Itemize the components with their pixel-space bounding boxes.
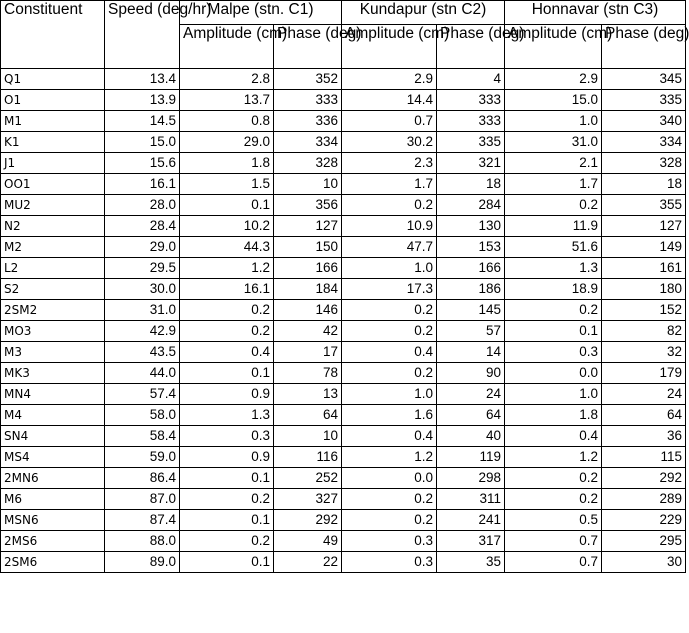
constituent-cell: S2 xyxy=(1,279,105,300)
table-row xyxy=(1,195,686,216)
table-row xyxy=(1,237,686,258)
constituent-cell: MU2 xyxy=(1,195,105,216)
malpe-phase-cell: 22 xyxy=(274,552,342,573)
kundapur-amplitude-cell: 0.3 xyxy=(342,552,437,573)
kundapur-phase-cell: 90 xyxy=(437,363,505,384)
table-row xyxy=(1,447,686,468)
kundapur-amplitude-cell: 0.0 xyxy=(342,468,437,489)
speed-cell: 43.5 xyxy=(105,342,180,363)
constituent-cell: 2MN6 xyxy=(1,468,105,489)
table-body xyxy=(1,69,686,573)
malpe-amplitude-cell: 0.8 xyxy=(180,111,274,132)
malpe-phase-cell: 42 xyxy=(274,321,342,342)
kundapur-phase-cell: 14 xyxy=(437,342,505,363)
speed-cell: 88.0 xyxy=(105,531,180,552)
malpe-phase-cell: 78 xyxy=(274,363,342,384)
table-row xyxy=(1,216,686,237)
header-speed: Speed (deg/hr) xyxy=(105,1,180,69)
kundapur-phase-cell: 311 xyxy=(437,489,505,510)
kundapur-phase-cell: 335 xyxy=(437,132,505,153)
header-station-kundapur: Kundapur (stn C2) xyxy=(342,1,505,25)
kundapur-phase-cell: 18 xyxy=(437,174,505,195)
malpe-amplitude-cell: 29.0 xyxy=(180,132,274,153)
malpe-phase-cell: 184 xyxy=(274,279,342,300)
header-amplitude: Amplitude (cm) xyxy=(505,25,602,69)
speed-cell: 31.0 xyxy=(105,300,180,321)
speed-cell: 30.0 xyxy=(105,279,180,300)
kundapur-phase-cell: 298 xyxy=(437,468,505,489)
malpe-amplitude-cell: 16.1 xyxy=(180,279,274,300)
honnavar-amplitude-cell: 18.9 xyxy=(505,279,602,300)
constituent-cell: 2SM6 xyxy=(1,552,105,573)
honnavar-phase-cell: 340 xyxy=(602,111,686,132)
honnavar-amplitude-cell: 2.1 xyxy=(505,153,602,174)
table-row xyxy=(1,111,686,132)
speed-cell: 58.0 xyxy=(105,405,180,426)
kundapur-amplitude-cell: 47.7 xyxy=(342,237,437,258)
table-row xyxy=(1,342,686,363)
malpe-phase-cell: 10 xyxy=(274,174,342,195)
kundapur-amplitude-cell: 0.2 xyxy=(342,195,437,216)
honnavar-amplitude-cell: 0.4 xyxy=(505,426,602,447)
speed-cell: 28.4 xyxy=(105,216,180,237)
table-header xyxy=(1,1,689,69)
malpe-amplitude-cell: 0.9 xyxy=(180,384,274,405)
malpe-amplitude-cell: 0.1 xyxy=(180,363,274,384)
honnavar-amplitude-cell: 15.0 xyxy=(505,90,602,111)
malpe-amplitude-cell: 1.3 xyxy=(180,405,274,426)
kundapur-phase-cell: 130 xyxy=(437,216,505,237)
speed-cell: 15.6 xyxy=(105,153,180,174)
kundapur-amplitude-cell: 14.4 xyxy=(342,90,437,111)
kundapur-amplitude-cell: 0.2 xyxy=(342,489,437,510)
honnavar-amplitude-cell: 1.7 xyxy=(505,174,602,195)
malpe-amplitude-cell: 0.2 xyxy=(180,321,274,342)
malpe-amplitude-cell: 2.8 xyxy=(180,69,274,90)
kundapur-phase-cell: 333 xyxy=(437,90,505,111)
kundapur-amplitude-cell: 0.2 xyxy=(342,510,437,531)
kundapur-phase-cell: 57 xyxy=(437,321,505,342)
honnavar-phase-cell: 149 xyxy=(602,237,686,258)
honnavar-phase-cell: 30 xyxy=(602,552,686,573)
malpe-phase-cell: 64 xyxy=(274,405,342,426)
honnavar-phase-cell: 127 xyxy=(602,216,686,237)
table-row xyxy=(1,153,686,174)
constituent-cell: MK3 xyxy=(1,363,105,384)
constituent-cell: J1 xyxy=(1,153,105,174)
honnavar-phase-cell: 292 xyxy=(602,468,686,489)
malpe-amplitude-cell: 0.1 xyxy=(180,195,274,216)
malpe-phase-cell: 334 xyxy=(274,132,342,153)
table-row xyxy=(1,468,686,489)
malpe-amplitude-cell: 0.1 xyxy=(180,552,274,573)
malpe-amplitude-cell: 1.8 xyxy=(180,153,274,174)
malpe-amplitude-cell: 1.5 xyxy=(180,174,274,195)
kundapur-amplitude-cell: 2.3 xyxy=(342,153,437,174)
constituent-cell: M4 xyxy=(1,405,105,426)
kundapur-amplitude-cell: 0.3 xyxy=(342,531,437,552)
malpe-amplitude-cell: 13.7 xyxy=(180,90,274,111)
honnavar-phase-cell: 161 xyxy=(602,258,686,279)
malpe-phase-cell: 10 xyxy=(274,426,342,447)
header-station-honnavar: Honnavar (stn C3) xyxy=(505,1,686,25)
header-phase: Phase (deg) xyxy=(274,25,342,69)
honnavar-phase-cell: 180 xyxy=(602,279,686,300)
speed-cell: 29.5 xyxy=(105,258,180,279)
kundapur-phase-cell: 35 xyxy=(437,552,505,573)
header-row-stations xyxy=(1,1,686,25)
kundapur-amplitude-cell: 10.9 xyxy=(342,216,437,237)
honnavar-amplitude-cell: 0.7 xyxy=(505,531,602,552)
malpe-phase-cell: 150 xyxy=(274,237,342,258)
constituent-cell: M6 xyxy=(1,489,105,510)
kundapur-phase-cell: 186 xyxy=(437,279,505,300)
honnavar-phase-cell: 115 xyxy=(602,447,686,468)
honnavar-amplitude-cell: 31.0 xyxy=(505,132,602,153)
kundapur-amplitude-cell: 0.7 xyxy=(342,111,437,132)
table-row xyxy=(1,405,686,426)
constituent-cell: MO3 xyxy=(1,321,105,342)
speed-cell: 89.0 xyxy=(105,552,180,573)
header-phase: Phase (deg) xyxy=(437,25,505,69)
honnavar-amplitude-cell: 0.5 xyxy=(505,510,602,531)
malpe-amplitude-cell: 44.3 xyxy=(180,237,274,258)
honnavar-phase-cell: 64 xyxy=(602,405,686,426)
kundapur-phase-cell: 153 xyxy=(437,237,505,258)
malpe-phase-cell: 166 xyxy=(274,258,342,279)
table-row xyxy=(1,426,686,447)
constituent-cell: L2 xyxy=(1,258,105,279)
kundapur-amplitude-cell: 2.9 xyxy=(342,69,437,90)
malpe-phase-cell: 352 xyxy=(274,69,342,90)
table-row xyxy=(1,132,686,153)
kundapur-amplitude-cell: 1.7 xyxy=(342,174,437,195)
speed-cell: 44.0 xyxy=(105,363,180,384)
malpe-phase-cell: 116 xyxy=(274,447,342,468)
honnavar-amplitude-cell: 1.0 xyxy=(505,111,602,132)
honnavar-amplitude-cell: 0.2 xyxy=(505,300,602,321)
honnavar-phase-cell: 334 xyxy=(602,132,686,153)
malpe-phase-cell: 292 xyxy=(274,510,342,531)
table-row xyxy=(1,321,686,342)
malpe-phase-cell: 252 xyxy=(274,468,342,489)
speed-cell: 15.0 xyxy=(105,132,180,153)
malpe-phase-cell: 328 xyxy=(274,153,342,174)
malpe-phase-cell: 333 xyxy=(274,90,342,111)
malpe-phase-cell: 127 xyxy=(274,216,342,237)
kundapur-amplitude-cell: 1.6 xyxy=(342,405,437,426)
honnavar-phase-cell: 345 xyxy=(602,69,686,90)
kundapur-phase-cell: 145 xyxy=(437,300,505,321)
constituent-cell: M3 xyxy=(1,342,105,363)
honnavar-amplitude-cell: 1.0 xyxy=(505,384,602,405)
table-row xyxy=(1,90,686,111)
constituent-cell: SN4 xyxy=(1,426,105,447)
constituent-cell: M2 xyxy=(1,237,105,258)
table-row xyxy=(1,174,686,195)
kundapur-phase-cell: 119 xyxy=(437,447,505,468)
speed-cell: 16.1 xyxy=(105,174,180,195)
malpe-amplitude-cell: 1.2 xyxy=(180,258,274,279)
speed-cell: 87.0 xyxy=(105,489,180,510)
constituent-cell: MN4 xyxy=(1,384,105,405)
table-row xyxy=(1,384,686,405)
kundapur-amplitude-cell: 1.0 xyxy=(342,258,437,279)
malpe-phase-cell: 17 xyxy=(274,342,342,363)
honnavar-phase-cell: 328 xyxy=(602,153,686,174)
kundapur-phase-cell: 40 xyxy=(437,426,505,447)
malpe-phase-cell: 49 xyxy=(274,531,342,552)
speed-cell: 42.9 xyxy=(105,321,180,342)
malpe-amplitude-cell: 0.3 xyxy=(180,426,274,447)
honnavar-phase-cell: 18 xyxy=(602,174,686,195)
speed-cell: 58.4 xyxy=(105,426,180,447)
constituent-cell: OO1 xyxy=(1,174,105,195)
kundapur-amplitude-cell: 0.2 xyxy=(342,300,437,321)
honnavar-phase-cell: 179 xyxy=(602,363,686,384)
malpe-phase-cell: 146 xyxy=(274,300,342,321)
kundapur-amplitude-cell: 1.0 xyxy=(342,384,437,405)
speed-cell: 29.0 xyxy=(105,237,180,258)
header-constituent: Constituent xyxy=(1,1,105,69)
speed-cell: 28.0 xyxy=(105,195,180,216)
malpe-amplitude-cell: 0.9 xyxy=(180,447,274,468)
kundapur-amplitude-cell: 1.2 xyxy=(342,447,437,468)
honnavar-phase-cell: 355 xyxy=(602,195,686,216)
constituent-cell: MSN6 xyxy=(1,510,105,531)
constituent-cell: M1 xyxy=(1,111,105,132)
honnavar-amplitude-cell: 0.7 xyxy=(505,552,602,573)
honnavar-amplitude-cell: 0.2 xyxy=(505,489,602,510)
table-row xyxy=(1,363,686,384)
table-row xyxy=(1,258,686,279)
header-amplitude: Amplitude (cm) xyxy=(180,25,274,69)
honnavar-phase-cell: 82 xyxy=(602,321,686,342)
honnavar-amplitude-cell: 0.1 xyxy=(505,321,602,342)
malpe-phase-cell: 13 xyxy=(274,384,342,405)
honnavar-amplitude-cell: 0.2 xyxy=(505,468,602,489)
table-row xyxy=(1,552,686,573)
speed-cell: 59.0 xyxy=(105,447,180,468)
malpe-amplitude-cell: 0.2 xyxy=(180,531,274,552)
malpe-amplitude-cell: 0.2 xyxy=(180,489,274,510)
speed-cell: 87.4 xyxy=(105,510,180,531)
table-row xyxy=(1,69,686,90)
honnavar-amplitude-cell: 1.3 xyxy=(505,258,602,279)
honnavar-phase-cell: 24 xyxy=(602,384,686,405)
malpe-phase-cell: 327 xyxy=(274,489,342,510)
constituent-cell: Q1 xyxy=(1,69,105,90)
speed-cell: 57.4 xyxy=(105,384,180,405)
kundapur-phase-cell: 4 xyxy=(437,69,505,90)
malpe-phase-cell: 356 xyxy=(274,195,342,216)
kundapur-phase-cell: 24 xyxy=(437,384,505,405)
honnavar-amplitude-cell: 2.9 xyxy=(505,69,602,90)
malpe-amplitude-cell: 0.1 xyxy=(180,510,274,531)
constituent-cell: MS4 xyxy=(1,447,105,468)
kundapur-phase-cell: 333 xyxy=(437,111,505,132)
speed-cell: 86.4 xyxy=(105,468,180,489)
honnavar-phase-cell: 229 xyxy=(602,510,686,531)
honnavar-amplitude-cell: 0.2 xyxy=(505,195,602,216)
kundapur-amplitude-cell: 0.4 xyxy=(342,342,437,363)
kundapur-phase-cell: 321 xyxy=(437,153,505,174)
constituent-cell: O1 xyxy=(1,90,105,111)
honnavar-amplitude-cell: 0.0 xyxy=(505,363,602,384)
kundapur-phase-cell: 64 xyxy=(437,405,505,426)
honnavar-phase-cell: 295 xyxy=(602,531,686,552)
honnavar-amplitude-cell: 0.3 xyxy=(505,342,602,363)
kundapur-amplitude-cell: 0.2 xyxy=(342,321,437,342)
speed-cell: 14.5 xyxy=(105,111,180,132)
kundapur-amplitude-cell: 17.3 xyxy=(342,279,437,300)
kundapur-amplitude-cell: 0.2 xyxy=(342,363,437,384)
table-row xyxy=(1,279,686,300)
honnavar-phase-cell: 152 xyxy=(602,300,686,321)
constituent-cell: N2 xyxy=(1,216,105,237)
malpe-amplitude-cell: 10.2 xyxy=(180,216,274,237)
constituent-cell: K1 xyxy=(1,132,105,153)
malpe-amplitude-cell: 0.1 xyxy=(180,468,274,489)
speed-cell: 13.4 xyxy=(105,69,180,90)
kundapur-phase-cell: 284 xyxy=(437,195,505,216)
kundapur-phase-cell: 166 xyxy=(437,258,505,279)
honnavar-phase-cell: 32 xyxy=(602,342,686,363)
malpe-phase-cell: 336 xyxy=(274,111,342,132)
honnavar-amplitude-cell: 11.9 xyxy=(505,216,602,237)
honnavar-amplitude-cell: 51.6 xyxy=(505,237,602,258)
kundapur-amplitude-cell: 30.2 xyxy=(342,132,437,153)
table-row xyxy=(1,510,686,531)
honnavar-amplitude-cell: 1.2 xyxy=(505,447,602,468)
honnavar-phase-cell: 289 xyxy=(602,489,686,510)
honnavar-phase-cell: 335 xyxy=(602,90,686,111)
constituent-cell: 2MS6 xyxy=(1,531,105,552)
table-row xyxy=(1,531,686,552)
header-phase: Phase (deg) xyxy=(602,25,686,69)
header-station-malpe: Malpe (stn. C1) xyxy=(180,1,342,25)
malpe-amplitude-cell: 0.2 xyxy=(180,300,274,321)
honnavar-phase-cell: 36 xyxy=(602,426,686,447)
kundapur-amplitude-cell: 0.4 xyxy=(342,426,437,447)
kundapur-phase-cell: 241 xyxy=(437,510,505,531)
header-amplitude: Amplitude (cm) xyxy=(342,25,437,69)
kundapur-phase-cell: 317 xyxy=(437,531,505,552)
malpe-amplitude-cell: 0.4 xyxy=(180,342,274,363)
table-row xyxy=(1,489,686,510)
speed-cell: 13.9 xyxy=(105,90,180,111)
honnavar-amplitude-cell: 1.8 xyxy=(505,405,602,426)
constituent-cell: 2SM2 xyxy=(1,300,105,321)
table-row xyxy=(1,300,686,321)
